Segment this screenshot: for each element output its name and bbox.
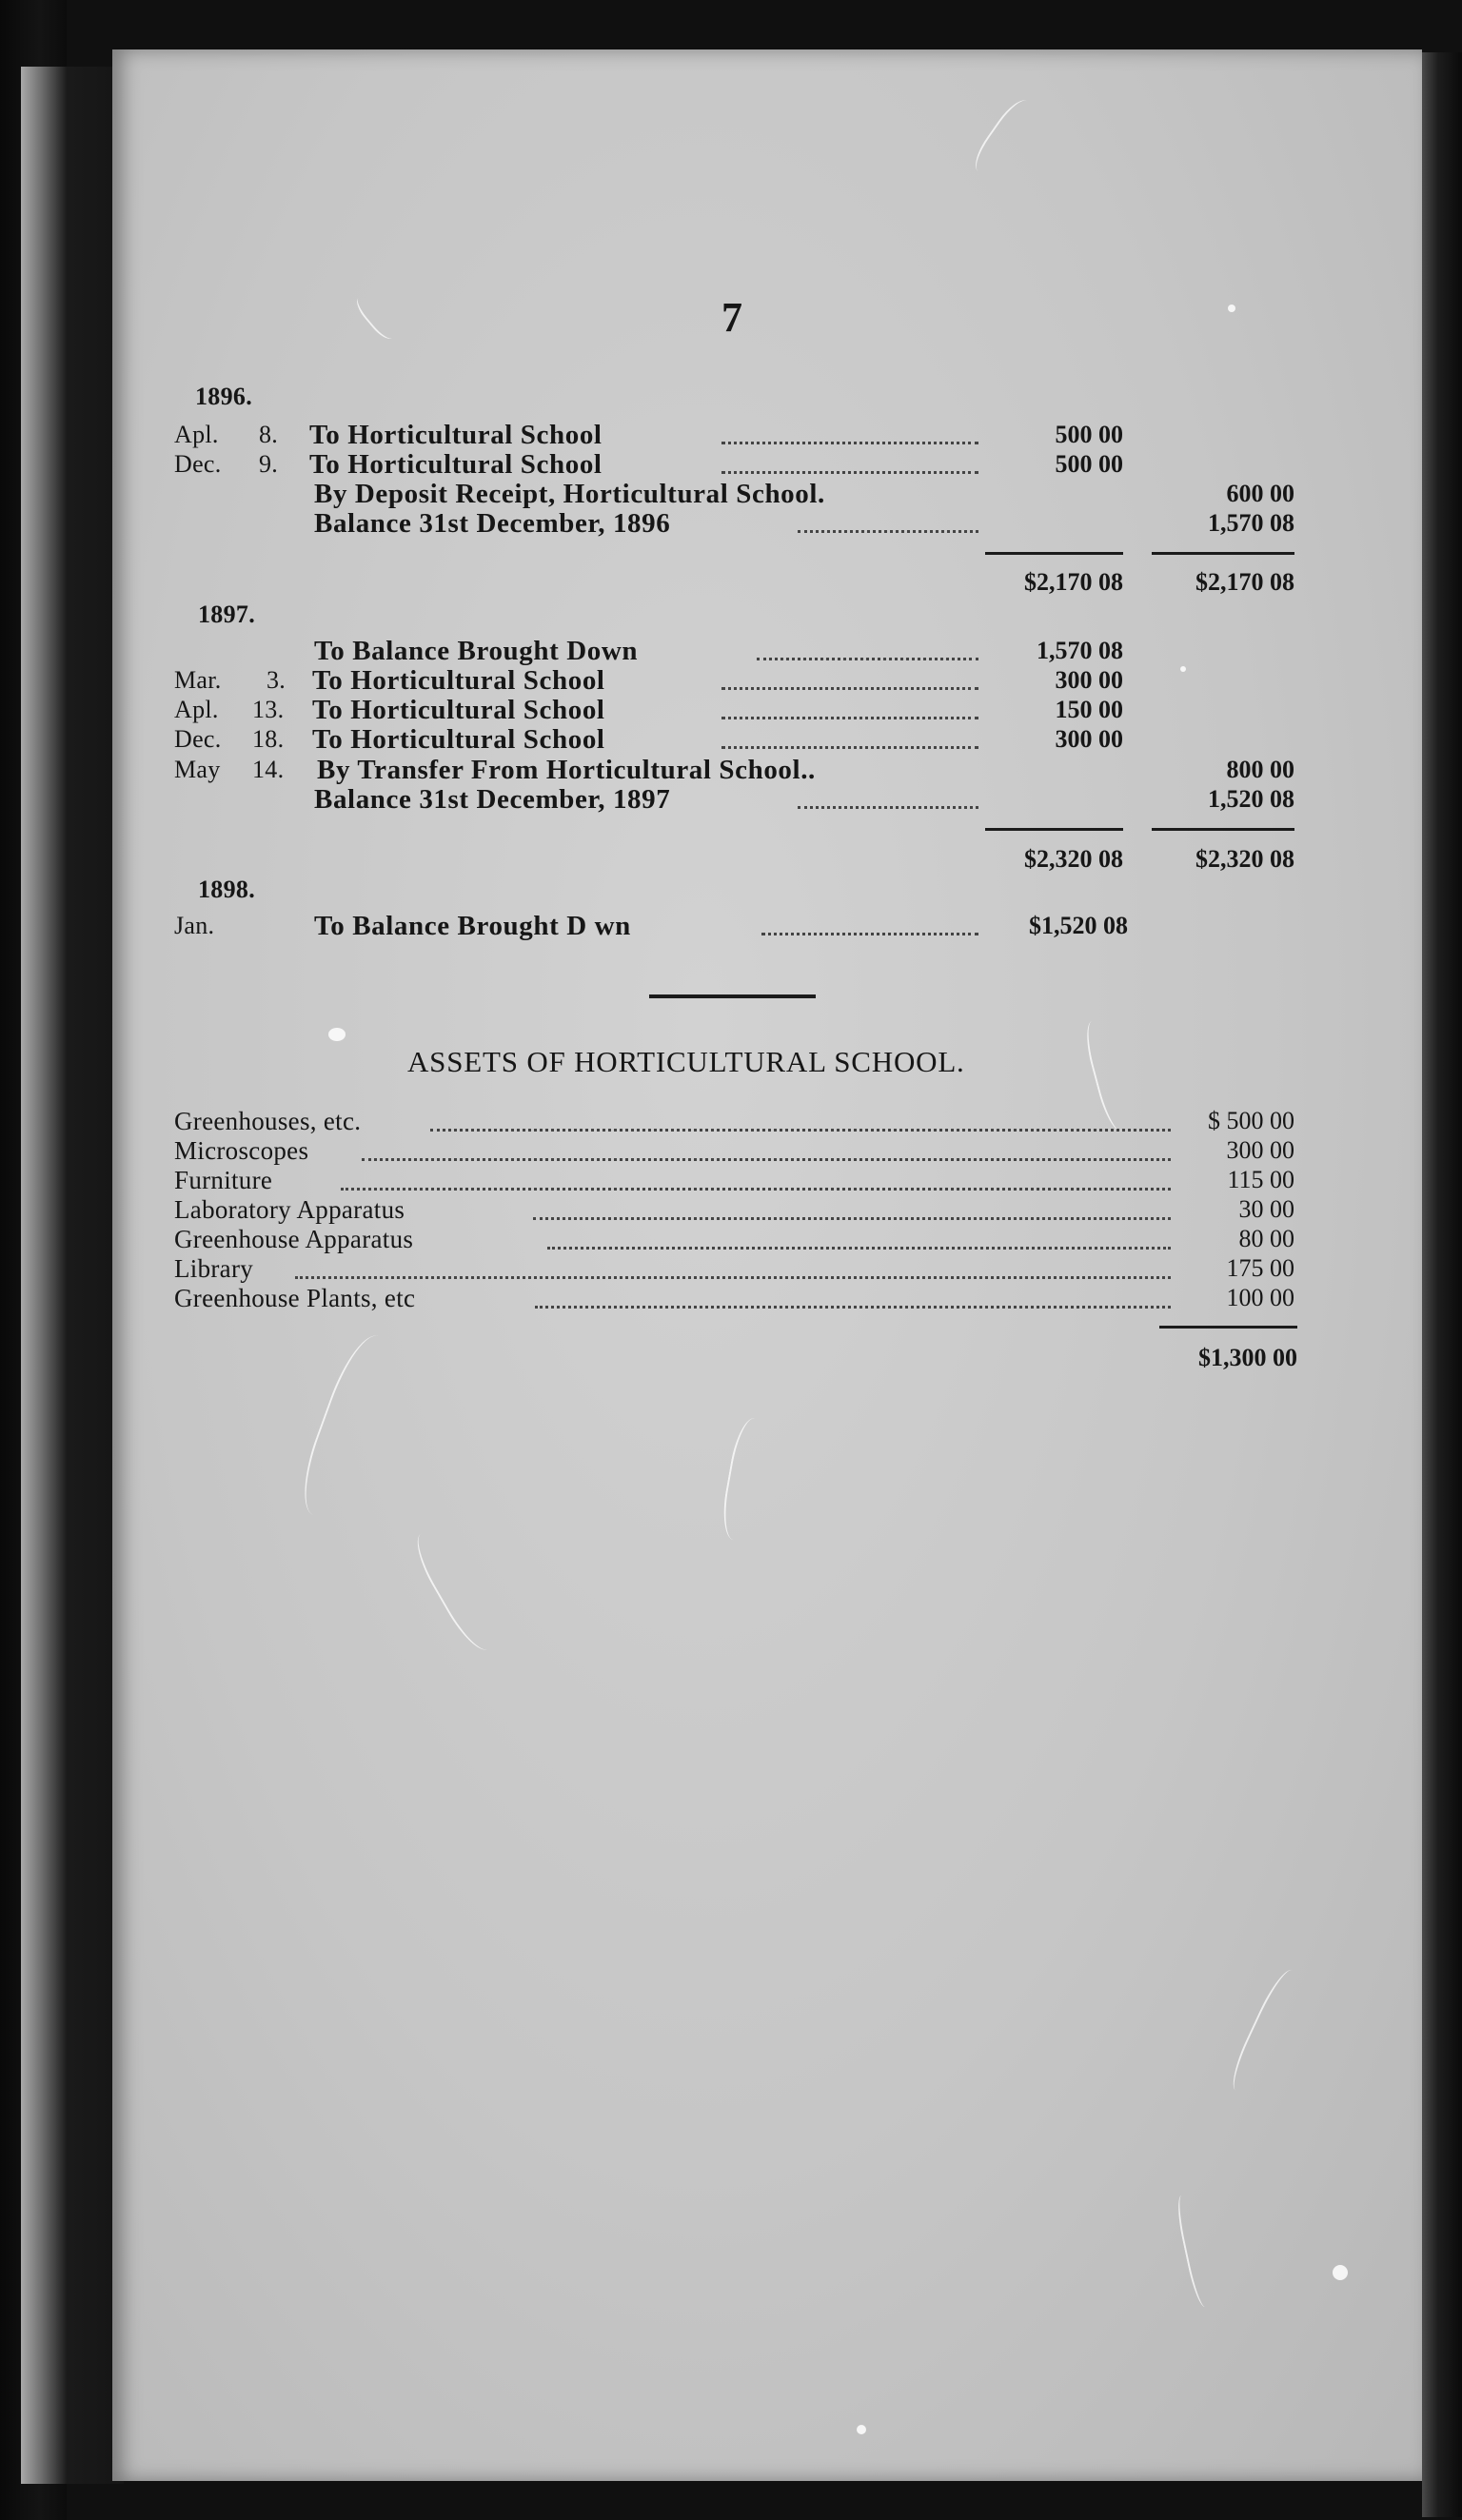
dust-speck (1180, 666, 1186, 672)
credit-amount: 800 00 (1226, 756, 1294, 783)
credit-amount: 600 00 (1226, 480, 1294, 507)
dot-leader (798, 806, 978, 809)
page-number: 7 (721, 294, 742, 341)
entry-day: 9. (259, 450, 279, 478)
asset-label: Greenhouse Apparatus (174, 1225, 414, 1253)
credit-amount: 1,570 08 (1208, 509, 1294, 537)
asset-label: Greenhouse Plants, etc (174, 1284, 416, 1312)
total-debit: $2,170 08 (1024, 568, 1123, 596)
asset-amount: 80 00 (1238, 1225, 1294, 1252)
entry-description: To Horticultural School (312, 724, 605, 755)
debit-amount: 150 00 (1055, 696, 1123, 723)
entry-month: Apl. (174, 421, 219, 448)
year-heading-1897: 1897. (198, 600, 255, 628)
asset-label: Furniture (174, 1166, 273, 1194)
entry-description: To Balance Brought Down (314, 636, 639, 666)
assets-total: $1,300 00 (1198, 1344, 1297, 1371)
asset-label: Microscopes (174, 1136, 309, 1165)
entry-month: Jan. (174, 912, 215, 939)
year-heading-1898: 1898. (198, 876, 255, 903)
entry-description: To Horticultural School (312, 665, 605, 696)
dot-leader (721, 687, 978, 690)
entry-description: To Balance Brought D wn (314, 911, 631, 941)
entry-day: 3. (267, 666, 286, 694)
total-rule (985, 828, 1123, 831)
entry-description: By Transfer From Horticultural School.. (317, 755, 816, 785)
dot-leader (341, 1188, 1171, 1191)
dot-leader (362, 1158, 1171, 1161)
debit-amount: $1,520 08 (1029, 912, 1128, 939)
dot-leader (721, 442, 978, 444)
total-rule (1159, 1326, 1297, 1329)
page-gutter (21, 67, 124, 2484)
total-debit: $2,320 08 (1024, 845, 1123, 873)
section-separator (649, 994, 816, 998)
dot-leader (721, 717, 978, 719)
entry-day: 13. (252, 696, 285, 723)
asset-amount: 100 00 (1226, 1284, 1294, 1311)
entry-month: Mar. (174, 666, 222, 694)
asset-amount: 175 00 (1226, 1254, 1294, 1282)
total-rule (1152, 828, 1294, 831)
dot-leader (798, 530, 978, 533)
entry-month: May (174, 756, 221, 783)
debit-amount: 300 00 (1055, 725, 1123, 753)
entry-description: To Horticultural School (312, 695, 605, 725)
dot-leader (761, 933, 978, 935)
total-credit: $2,320 08 (1195, 845, 1294, 873)
dot-leader (721, 471, 978, 474)
entry-day: 14. (252, 756, 285, 783)
dot-leader (721, 746, 978, 749)
dot-leader (757, 658, 978, 660)
entry-description: Balance 31st December, 1897 (314, 784, 671, 815)
debit-amount: 500 00 (1055, 421, 1123, 448)
entry-day: 18. (252, 725, 285, 753)
assets-heading: ASSETS OF HORTICULTURAL SCHOOL. (407, 1045, 965, 1078)
asset-label: Laboratory Apparatus (174, 1195, 405, 1224)
total-rule (985, 552, 1123, 555)
asset-label: Greenhouses, etc. (174, 1107, 362, 1135)
asset-amount: 30 00 (1238, 1195, 1294, 1223)
dot-leader (535, 1306, 1171, 1309)
dust-speck (857, 2425, 866, 2434)
entry-month: Dec. (174, 725, 222, 753)
credit-amount: 1,520 08 (1208, 785, 1294, 813)
entry-description: Balance 31st December, 1896 (314, 508, 671, 539)
page-right-edge (1422, 52, 1462, 2517)
dust-speck (1333, 2265, 1348, 2280)
entry-month: Apl. (174, 696, 219, 723)
dot-leader (430, 1129, 1171, 1132)
debit-amount: 500 00 (1055, 450, 1123, 478)
asset-label: Library (174, 1254, 254, 1283)
dot-leader (547, 1247, 1171, 1250)
entry-day: 8. (259, 421, 279, 448)
dot-leader (295, 1276, 1171, 1279)
dust-speck (328, 1028, 346, 1041)
entry-month: Dec. (174, 450, 222, 478)
year-heading-1896: 1896. (195, 383, 252, 410)
dust-speck (1228, 305, 1235, 312)
entry-description: By Deposit Receipt, Horticultural School. (314, 479, 825, 509)
debit-amount: 1,570 08 (1037, 637, 1123, 664)
total-rule (1152, 552, 1294, 555)
asset-amount: 300 00 (1226, 1136, 1294, 1164)
debit-amount: 300 00 (1055, 666, 1123, 694)
asset-amount: $ 500 00 (1208, 1107, 1294, 1134)
total-credit: $2,170 08 (1195, 568, 1294, 596)
entry-description: To Horticultural School (309, 449, 603, 480)
entry-description: To Horticultural School (309, 420, 603, 450)
asset-amount: 115 00 (1227, 1166, 1294, 1193)
dot-leader (533, 1217, 1171, 1220)
